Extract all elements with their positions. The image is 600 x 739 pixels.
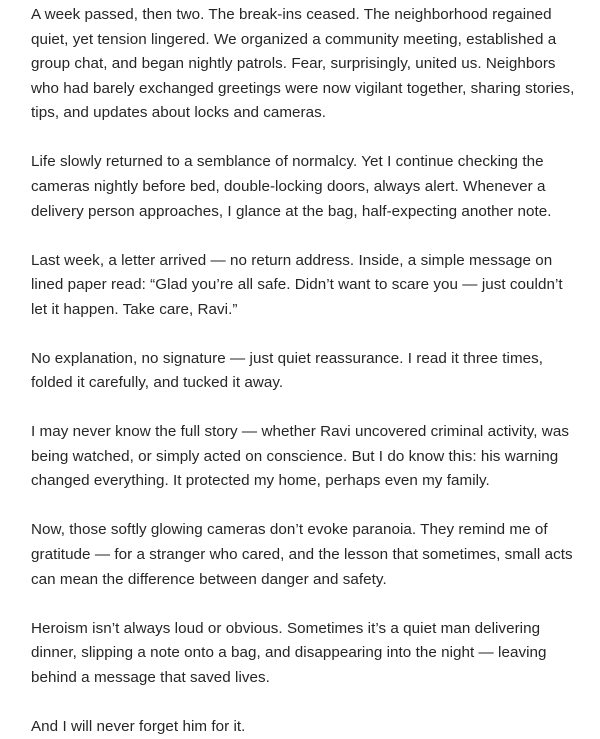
paragraph-letter-arrived: Last week, a letter arrived — no return address. Inside, a simple message on lined paper read: “Glad you’re all safe. Didn’t want to scare you — just couldn’t let it happen. Take care, Ravi.” <box>31 251 563 318</box>
paragraph-glowing-cameras: Now, those softly glowing cameras don’t evoke paranoia. They remind me of gratitude — for a stranger who cared, and the lesson that sometimes, small acts can mean the difference between danger and safety. <box>31 521 573 588</box>
article-body <box>31 3 576 739</box>
paragraph-full-story: I may never know the full story — whether Ravi uncovered criminal activity, was being watched, or simply acted on conscience. But I do know this: his warning changed everything. It protected my home, perhaps even my family. <box>31 423 569 490</box>
paragraph-heroism: Heroism isn’t always loud or obvious. Sometimes it’s a quiet man delivering dinner, slipping a note onto a bag, and disappearing into the night — leaving behind a message that saved lives. <box>31 619 547 686</box>
paragraph-normalcy: Life slowly returned to a semblance of normalcy. Yet I continue checking the cameras nightly before bed, double-locking doors, always alert. Whenever a delivery person approaches, I glance at the bag, half-expecting another note. <box>31 153 552 220</box>
paragraph-break-ins-ceased: A week passed, then two. The break-ins ceased. The neighborhood regained quiet, yet tension lingered. We organized a community meeting, established a group chat, and began nightly patrols. Fear, surprisingly, united us. Neighbors who had barely exchanged greetings were now vigilant together, sharing stories, tips, and updates about locks and cameras. <box>31 6 575 122</box>
paragraph-never-forget: And I will never forget him for it. <box>31 717 246 735</box>
paragraph-no-explanation: No explanation, no signature — just quiet reassurance. I read it three times, folded it carefully, and tucked it away. <box>31 349 544 392</box>
